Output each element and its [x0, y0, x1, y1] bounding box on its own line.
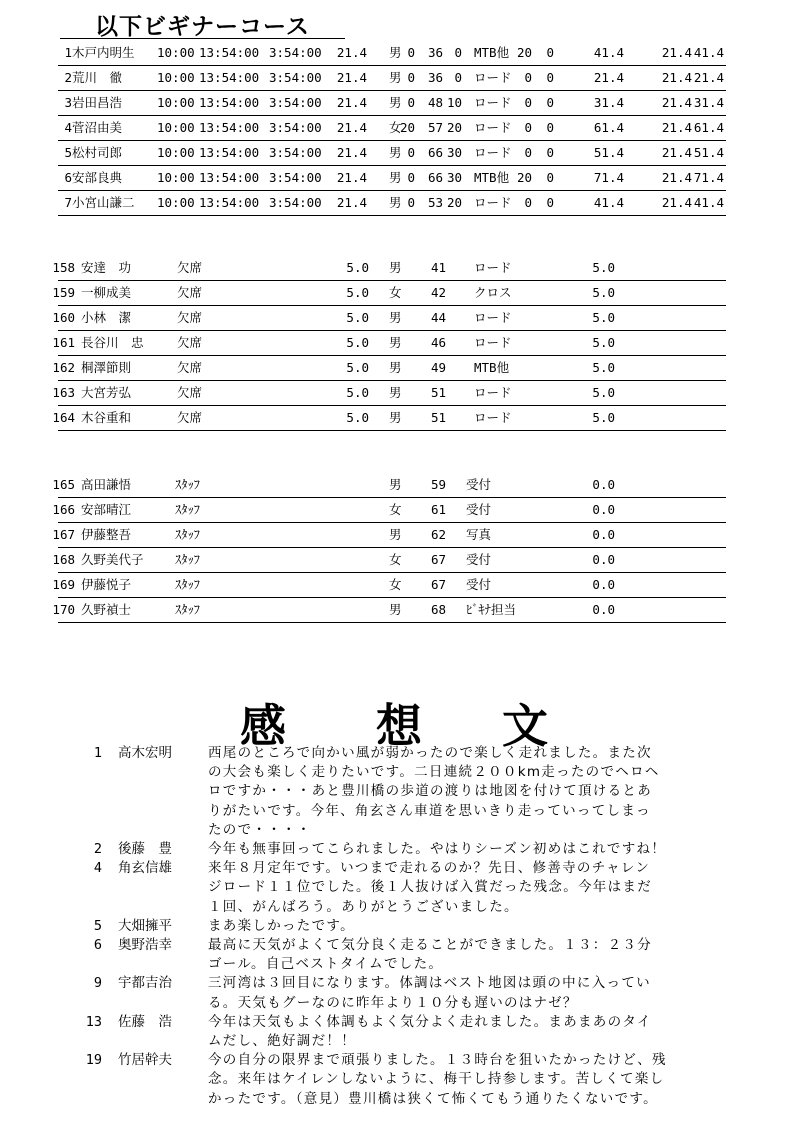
table-cell-age: 51: [430, 385, 446, 400]
table-cell-age: 61: [430, 502, 446, 517]
table-cell-finish: 13:54:00: [199, 70, 260, 85]
table-cell-no: 163: [52, 385, 75, 400]
table-row: [52, 331, 726, 356]
table-cell-score: 5.0: [592, 410, 615, 425]
table-cell-no: 2: [64, 70, 72, 85]
essay-text: [208, 1013, 728, 1051]
table-cell-score: 5.0: [592, 310, 615, 325]
table-cell-dist: 21.4: [336, 95, 367, 110]
essay-line: 三河湾は３回目になります。体調はベスト地図は頭の中に入ってい: [208, 975, 651, 992]
table-cell-score: 0.0: [592, 502, 615, 517]
essay-author: 後藤 豊: [118, 841, 172, 858]
table-cell-pts1: 0: [407, 170, 415, 185]
table-cell-name: 安達 功: [81, 260, 132, 275]
table-cell-total: 71.4: [593, 170, 624, 185]
table-cell-finish: 13:54:00: [199, 120, 260, 135]
table-cell-sex: 男: [389, 410, 402, 425]
table-cell-bike: MTB他: [474, 45, 510, 60]
table-cell-sex: 男: [389, 602, 402, 617]
table-cell-time: 3:54:00: [269, 195, 322, 210]
table-cell-no: 161: [52, 335, 75, 350]
essay-line: 最高に天気がよくて気分良く走ることができました。１３：２３分: [208, 937, 652, 954]
essay-text: [208, 936, 728, 974]
essay-line: １回、がんばろう。ありがとうございました。: [208, 898, 519, 915]
essay-entry: [60, 1013, 740, 1051]
essay-number: 2: [93, 841, 102, 858]
table-cell-sex: 男: [389, 310, 402, 325]
essay-number: 4: [93, 860, 102, 877]
table-row: [58, 141, 726, 166]
essay-line: 西尾のところで向かい風が弱かったので楽しく走れました。また次: [208, 745, 652, 761]
table-cell-bike: MTB他: [474, 170, 510, 185]
essay-line: る。天気もグーなのに昨年より１０分も遅いのはナゼ？: [208, 994, 578, 1011]
table-cell-no: 7: [64, 195, 72, 210]
table-cell-start: 10:00: [157, 45, 195, 60]
table-cell-name: 松村司郎: [72, 145, 123, 160]
table-cell-no: 168: [52, 552, 75, 567]
essay-entry: [60, 859, 740, 917]
table-cell-base: 21.4: [661, 45, 692, 60]
table-cell-no: 164: [52, 410, 75, 425]
table-cell-base: 21.4: [661, 95, 692, 110]
table-row: [52, 256, 726, 281]
table-cell-pts2: 30: [446, 170, 462, 185]
table-cell-start: 10:00: [157, 120, 195, 135]
table-cell-no: 162: [52, 360, 75, 375]
table-cell-age: 48: [427, 95, 443, 110]
table-cell-status: 欠席: [177, 385, 203, 400]
table-row: [58, 66, 726, 91]
table-cell-no: 167: [52, 527, 75, 542]
table-cell-name: 小宮山謙二: [72, 195, 135, 210]
table-cell-dist: 21.4: [336, 70, 367, 85]
essay-line: りがたいです。今年、角玄さん車道を思いきり走っていってしまっ: [208, 802, 651, 819]
essay-line: の大会も楽しく走りたいです。二日連続２００km走ったのでヘロヘ: [208, 764, 660, 781]
essay-line: 今年も無事回ってこられました。やはりシーズン初めはこれですね！: [208, 841, 667, 858]
table-cell-pts2: 20: [446, 195, 462, 210]
table-cell-dist: 5.0: [346, 335, 369, 350]
table-cell-age: 36: [427, 70, 443, 85]
table-cell-bike: ロード: [474, 195, 512, 210]
table-cell-pts3: 0: [524, 120, 532, 135]
table-row: [52, 548, 726, 573]
table-cell-age: 67: [430, 577, 446, 592]
essay-line: まあ楽しかったです。: [208, 917, 355, 934]
table-cell-pts4: 0: [546, 95, 554, 110]
table-cell-age: 66: [427, 170, 443, 185]
table-row: [52, 498, 726, 523]
table-row: [52, 406, 726, 431]
table-cell-sex: 男: [389, 45, 402, 60]
table-cell-age: 41: [430, 260, 446, 275]
table-cell-score: 61.4: [693, 120, 724, 135]
essay-text: [208, 859, 728, 917]
table-cell-sex: 女: [389, 552, 402, 567]
essay-line: 来年８月定年です。いつまで走れるのか？先日、修善寺のチャレン: [208, 860, 651, 877]
table-cell-age: 67: [430, 552, 446, 567]
essay-text: [208, 974, 728, 1012]
table-cell-sex: 男: [389, 477, 402, 492]
table-cell-role: 受付: [466, 577, 492, 592]
essay-text: [208, 840, 728, 859]
essay-line: ジロード１１位でした。後１人抜けば入賞だった残念。今年はまだ: [208, 879, 652, 896]
essay-entry: [60, 936, 740, 974]
table-cell-no: 1: [64, 45, 72, 60]
essay-line: 今年は天気もよく体調もよく気分よく走れました。まあまあのタイ: [208, 1013, 652, 1030]
table-cell-status: ｽﾀｯﾌ: [175, 502, 201, 517]
essay-number: 6: [93, 937, 102, 954]
essay-author: 宇都吉治: [118, 975, 172, 992]
table-cell-score: 41.4: [693, 195, 724, 210]
table-cell-age: 68: [430, 602, 446, 617]
table-row: [58, 41, 726, 66]
table-cell-sex: 男: [389, 95, 402, 110]
essay-number: 9: [93, 975, 102, 992]
table-cell-sex: 男: [389, 360, 402, 375]
table-cell-total: 61.4: [593, 120, 624, 135]
table-cell-name: 小林 潔: [81, 310, 132, 325]
table-cell-score: 5.0: [592, 335, 615, 350]
table-cell-bike: ロード: [474, 120, 512, 135]
table-cell-role: ﾋﾞｷﾅ担当: [466, 602, 517, 617]
table-cell-name: 岩田昌浩: [72, 95, 123, 110]
essay-number: 19: [85, 1052, 102, 1069]
essay-entry: [60, 1051, 740, 1109]
table-cell-name: 久野禎士: [81, 602, 132, 617]
table-cell-age: 62: [430, 527, 446, 542]
essay-author: 奥野浩幸: [118, 937, 172, 954]
table-cell-bike: ロード: [474, 310, 512, 325]
table-cell-base: 21.4: [661, 195, 692, 210]
table-cell-name: 木戸内明生: [72, 45, 135, 60]
table-cell-time: 3:54:00: [269, 145, 322, 160]
table-cell-age: 53: [427, 195, 443, 210]
table-cell-status: ｽﾀｯﾌ: [175, 577, 201, 592]
table-cell-name: 一柳成美: [81, 285, 132, 300]
table-row: [52, 356, 726, 381]
essay-line: 今の自分の限界まで頑張りました。１３時台を狙いたかったけど、残: [208, 1052, 667, 1069]
table-cell-age: 36: [427, 45, 443, 60]
table-cell-time: 3:54:00: [269, 170, 322, 185]
table-cell-bike: ロード: [474, 335, 512, 350]
essay-entry: [60, 974, 740, 1012]
table-cell-pts2: 0: [454, 45, 462, 60]
table-cell-pts2: 0: [454, 70, 462, 85]
table-cell-no: 6: [64, 170, 72, 185]
essay-number: 1: [93, 745, 102, 761]
table-cell-age: 57: [427, 120, 443, 135]
table-cell-base: 21.4: [661, 120, 692, 135]
table-cell-bike: MTB他: [474, 360, 510, 375]
table-cell-score: 31.4: [693, 95, 724, 110]
beginner-results-table: [58, 41, 726, 216]
table-cell-bike: ロード: [474, 385, 512, 400]
table-cell-score: 0.0: [592, 577, 615, 592]
essay-author: 竹居幹夫: [118, 1052, 172, 1069]
table-cell-pts3: 0: [524, 70, 532, 85]
table-cell-base: 21.4: [661, 70, 692, 85]
beginner-course-heading: 以下ビギナーコース: [95, 14, 310, 40]
staff-list-table: [52, 473, 726, 623]
table-cell-no: 169: [52, 577, 75, 592]
table-row: [58, 166, 726, 191]
essay-number: 13: [85, 1013, 102, 1030]
table-cell-sex: 女: [389, 120, 402, 135]
table-cell-pts3: 0: [524, 145, 532, 160]
table-cell-finish: 13:54:00: [199, 195, 260, 210]
table-cell-no: 165: [52, 477, 75, 492]
table-cell-score: 5.0: [592, 285, 615, 300]
table-cell-bike: クロス: [474, 285, 512, 300]
table-row: [52, 523, 726, 548]
table-cell-age: 44: [430, 310, 446, 325]
table-cell-time: 3:54:00: [269, 70, 322, 85]
table-cell-pts1: 20: [399, 120, 415, 135]
table-cell-name: 伊藤整吾: [81, 527, 132, 542]
table-cell-pts1: 0: [407, 145, 415, 160]
table-cell-pts4: 0: [546, 170, 554, 185]
table-cell-status: ｽﾀｯﾌ: [175, 602, 201, 617]
table-cell-status: ｽﾀｯﾌ: [175, 527, 201, 542]
table-cell-pts1: 0: [407, 195, 415, 210]
table-cell-time: 3:54:00: [269, 120, 322, 135]
table-cell-name: 大宮芳弘: [81, 385, 132, 400]
table-cell-dist: 5.0: [346, 410, 369, 425]
essay-line: 念。来年はケイレンしないように、梅干し持参します。苦しくて楽し: [208, 1071, 665, 1088]
table-cell-dist: 21.4: [336, 45, 367, 60]
table-cell-no: 166: [52, 502, 75, 517]
table-cell-dist: 21.4: [336, 195, 367, 210]
essay-line: ムだし、絶好調だ！！: [208, 1033, 356, 1050]
essay-text: [208, 917, 728, 936]
essay-title-char: 文: [502, 699, 548, 753]
essay-title-char: 感: [240, 699, 286, 753]
table-cell-age: 59: [430, 477, 446, 492]
table-cell-sex: 女: [389, 577, 402, 592]
table-cell-name: 安部晴江: [81, 502, 132, 517]
table-cell-finish: 13:54:00: [199, 95, 260, 110]
essay-title-char: 想: [376, 699, 422, 753]
table-cell-score: 71.4: [693, 170, 724, 185]
table-cell-bike: ロード: [474, 70, 512, 85]
table-row: [58, 116, 726, 141]
table-cell-status: 欠席: [177, 285, 203, 300]
table-cell-score: 5.0: [592, 385, 615, 400]
table-cell-total: 21.4: [593, 70, 624, 85]
table-cell-dist: 21.4: [336, 145, 367, 160]
table-cell-pts3: 20: [516, 45, 532, 60]
essay-author: 角玄信雄: [118, 860, 172, 877]
table-row: [58, 191, 726, 216]
table-cell-pts2: 10: [446, 95, 462, 110]
table-cell-total: 31.4: [593, 95, 624, 110]
essay-list: [60, 744, 740, 1109]
table-cell-name: 伊藤悦子: [81, 577, 132, 592]
table-cell-no: 159: [52, 285, 75, 300]
table-row: [52, 281, 726, 306]
table-cell-total: 41.4: [593, 45, 624, 60]
table-cell-pts4: 0: [546, 45, 554, 60]
table-cell-age: 51: [430, 410, 446, 425]
essay-author: 高木宏明: [118, 745, 172, 761]
table-row: [52, 573, 726, 598]
table-cell-no: 160: [52, 310, 75, 325]
essay-line: ロですか・・・あと豊川橋の歩道の渡りは地図を付けて頂けるとあ: [208, 783, 652, 800]
table-cell-start: 10:00: [157, 70, 195, 85]
table-cell-name: 長谷川 忠: [81, 335, 144, 350]
table-cell-no: 5: [64, 145, 72, 160]
table-cell-score: 41.4: [693, 45, 724, 60]
table-cell-no: 158: [52, 260, 75, 275]
table-cell-score: 0.0: [592, 602, 615, 617]
table-cell-status: 欠席: [177, 410, 203, 425]
essay-author: 佐藤 浩: [118, 1013, 172, 1030]
table-cell-dist: 5.0: [346, 260, 369, 275]
table-cell-status: 欠席: [177, 360, 203, 375]
table-row: [52, 306, 726, 331]
table-cell-sex: 男: [389, 385, 402, 400]
table-cell-status: 欠席: [177, 260, 203, 275]
table-cell-name: 菅沼由美: [72, 120, 123, 135]
table-cell-pts4: 0: [546, 70, 554, 85]
table-cell-name: 桐澤節則: [81, 360, 132, 375]
table-cell-pts3: 0: [524, 195, 532, 210]
table-cell-sex: 男: [389, 527, 402, 542]
table-cell-sex: 男: [389, 170, 402, 185]
table-cell-sex: 男: [389, 195, 402, 210]
table-cell-score: 5.0: [592, 260, 615, 275]
table-cell-bike: ロード: [474, 260, 512, 275]
table-cell-no: 170: [52, 602, 75, 617]
table-cell-name: 久野美代子: [81, 552, 144, 567]
table-cell-role: 受付: [466, 502, 492, 517]
table-cell-name: 安部良典: [72, 170, 123, 185]
essay-entry: [60, 744, 740, 840]
essay-text: [208, 1051, 728, 1109]
table-cell-base: 21.4: [661, 145, 692, 160]
table-cell-score: 21.4: [693, 70, 724, 85]
essay-line: たので・・・・: [208, 821, 312, 838]
table-cell-score: 0.0: [592, 477, 615, 492]
table-cell-age: 49: [430, 360, 446, 375]
table-cell-start: 10:00: [157, 145, 195, 160]
table-cell-start: 10:00: [157, 195, 195, 210]
table-cell-start: 10:00: [157, 95, 195, 110]
table-cell-bike: ロード: [474, 410, 512, 425]
table-cell-pts4: 0: [546, 195, 554, 210]
table-cell-name: 高田謙悟: [81, 477, 132, 492]
table-cell-role: 受付: [466, 552, 492, 567]
table-cell-sex: 女: [389, 285, 402, 300]
table-cell-dist: 5.0: [346, 310, 369, 325]
table-row: [58, 91, 726, 116]
table-cell-pts3: 20: [516, 170, 532, 185]
table-cell-age: 42: [430, 285, 446, 300]
table-cell-pts3: 0: [524, 95, 532, 110]
table-cell-pts4: 0: [546, 120, 554, 135]
table-row: [52, 381, 726, 406]
table-cell-name: 木谷重和: [81, 410, 132, 425]
table-cell-dist: 5.0: [346, 385, 369, 400]
table-cell-status: ｽﾀｯﾌ: [175, 552, 201, 567]
table-cell-finish: 13:54:00: [199, 170, 260, 185]
table-cell-age: 46: [430, 335, 446, 350]
table-cell-role: 写真: [466, 527, 492, 542]
heading-underline: [60, 38, 345, 39]
table-cell-sex: 男: [389, 260, 402, 275]
table-cell-score: 0.0: [592, 552, 615, 567]
table-row: [52, 598, 726, 623]
table-cell-sex: 男: [389, 70, 402, 85]
table-cell-pts1: 0: [407, 70, 415, 85]
table-cell-pts1: 0: [407, 45, 415, 60]
table-cell-sex: 男: [389, 145, 402, 160]
table-cell-status: 欠席: [177, 310, 203, 325]
essay-line: かったです。（意見）豊川橋は狭くて怖くてもう通りたくないです。: [208, 1090, 658, 1107]
table-cell-sex: 男: [389, 335, 402, 350]
table-cell-age: 66: [427, 145, 443, 160]
table-cell-score: 5.0: [592, 360, 615, 375]
table-cell-dist: 21.4: [336, 120, 367, 135]
essay-number: 5: [93, 917, 102, 934]
table-cell-time: 3:54:00: [269, 45, 322, 60]
table-row: [52, 473, 726, 498]
table-cell-finish: 13:54:00: [199, 145, 260, 160]
table-cell-score: 0.0: [592, 527, 615, 542]
table-cell-pts2: 30: [446, 145, 462, 160]
table-cell-no: 3: [64, 95, 72, 110]
table-cell-total: 41.4: [593, 195, 624, 210]
absent-list-table: [52, 256, 726, 431]
essay-line: ゴール。自己ベストタイムでした。: [208, 956, 444, 973]
table-cell-start: 10:00: [157, 170, 195, 185]
table-cell-pts2: 20: [446, 120, 462, 135]
table-cell-dist: 5.0: [346, 360, 369, 375]
table-cell-sex: 女: [389, 502, 402, 517]
essay-entry: [60, 840, 740, 859]
essay-entry: [60, 917, 740, 936]
essay-section-title: [240, 690, 560, 753]
table-cell-dist: 5.0: [346, 285, 369, 300]
table-cell-bike: ロード: [474, 145, 512, 160]
table-cell-dist: 21.4: [336, 170, 367, 185]
table-cell-base: 21.4: [661, 170, 692, 185]
table-cell-score: 51.4: [693, 145, 724, 160]
table-cell-total: 51.4: [593, 145, 624, 160]
essay-text: [208, 744, 728, 840]
table-cell-role: 受付: [466, 477, 492, 492]
table-cell-no: 4: [64, 120, 72, 135]
table-cell-bike: ロード: [474, 95, 512, 110]
table-cell-pts4: 0: [546, 145, 554, 160]
table-cell-status: 欠席: [177, 335, 203, 350]
table-cell-finish: 13:54:00: [199, 45, 260, 60]
table-cell-time: 3:54:00: [269, 95, 322, 110]
table-cell-status: ｽﾀｯﾌ: [175, 477, 201, 492]
table-cell-name: 荒川 徹: [72, 70, 123, 85]
essay-author: 大畑擁平: [118, 917, 172, 934]
table-cell-pts1: 0: [407, 95, 415, 110]
